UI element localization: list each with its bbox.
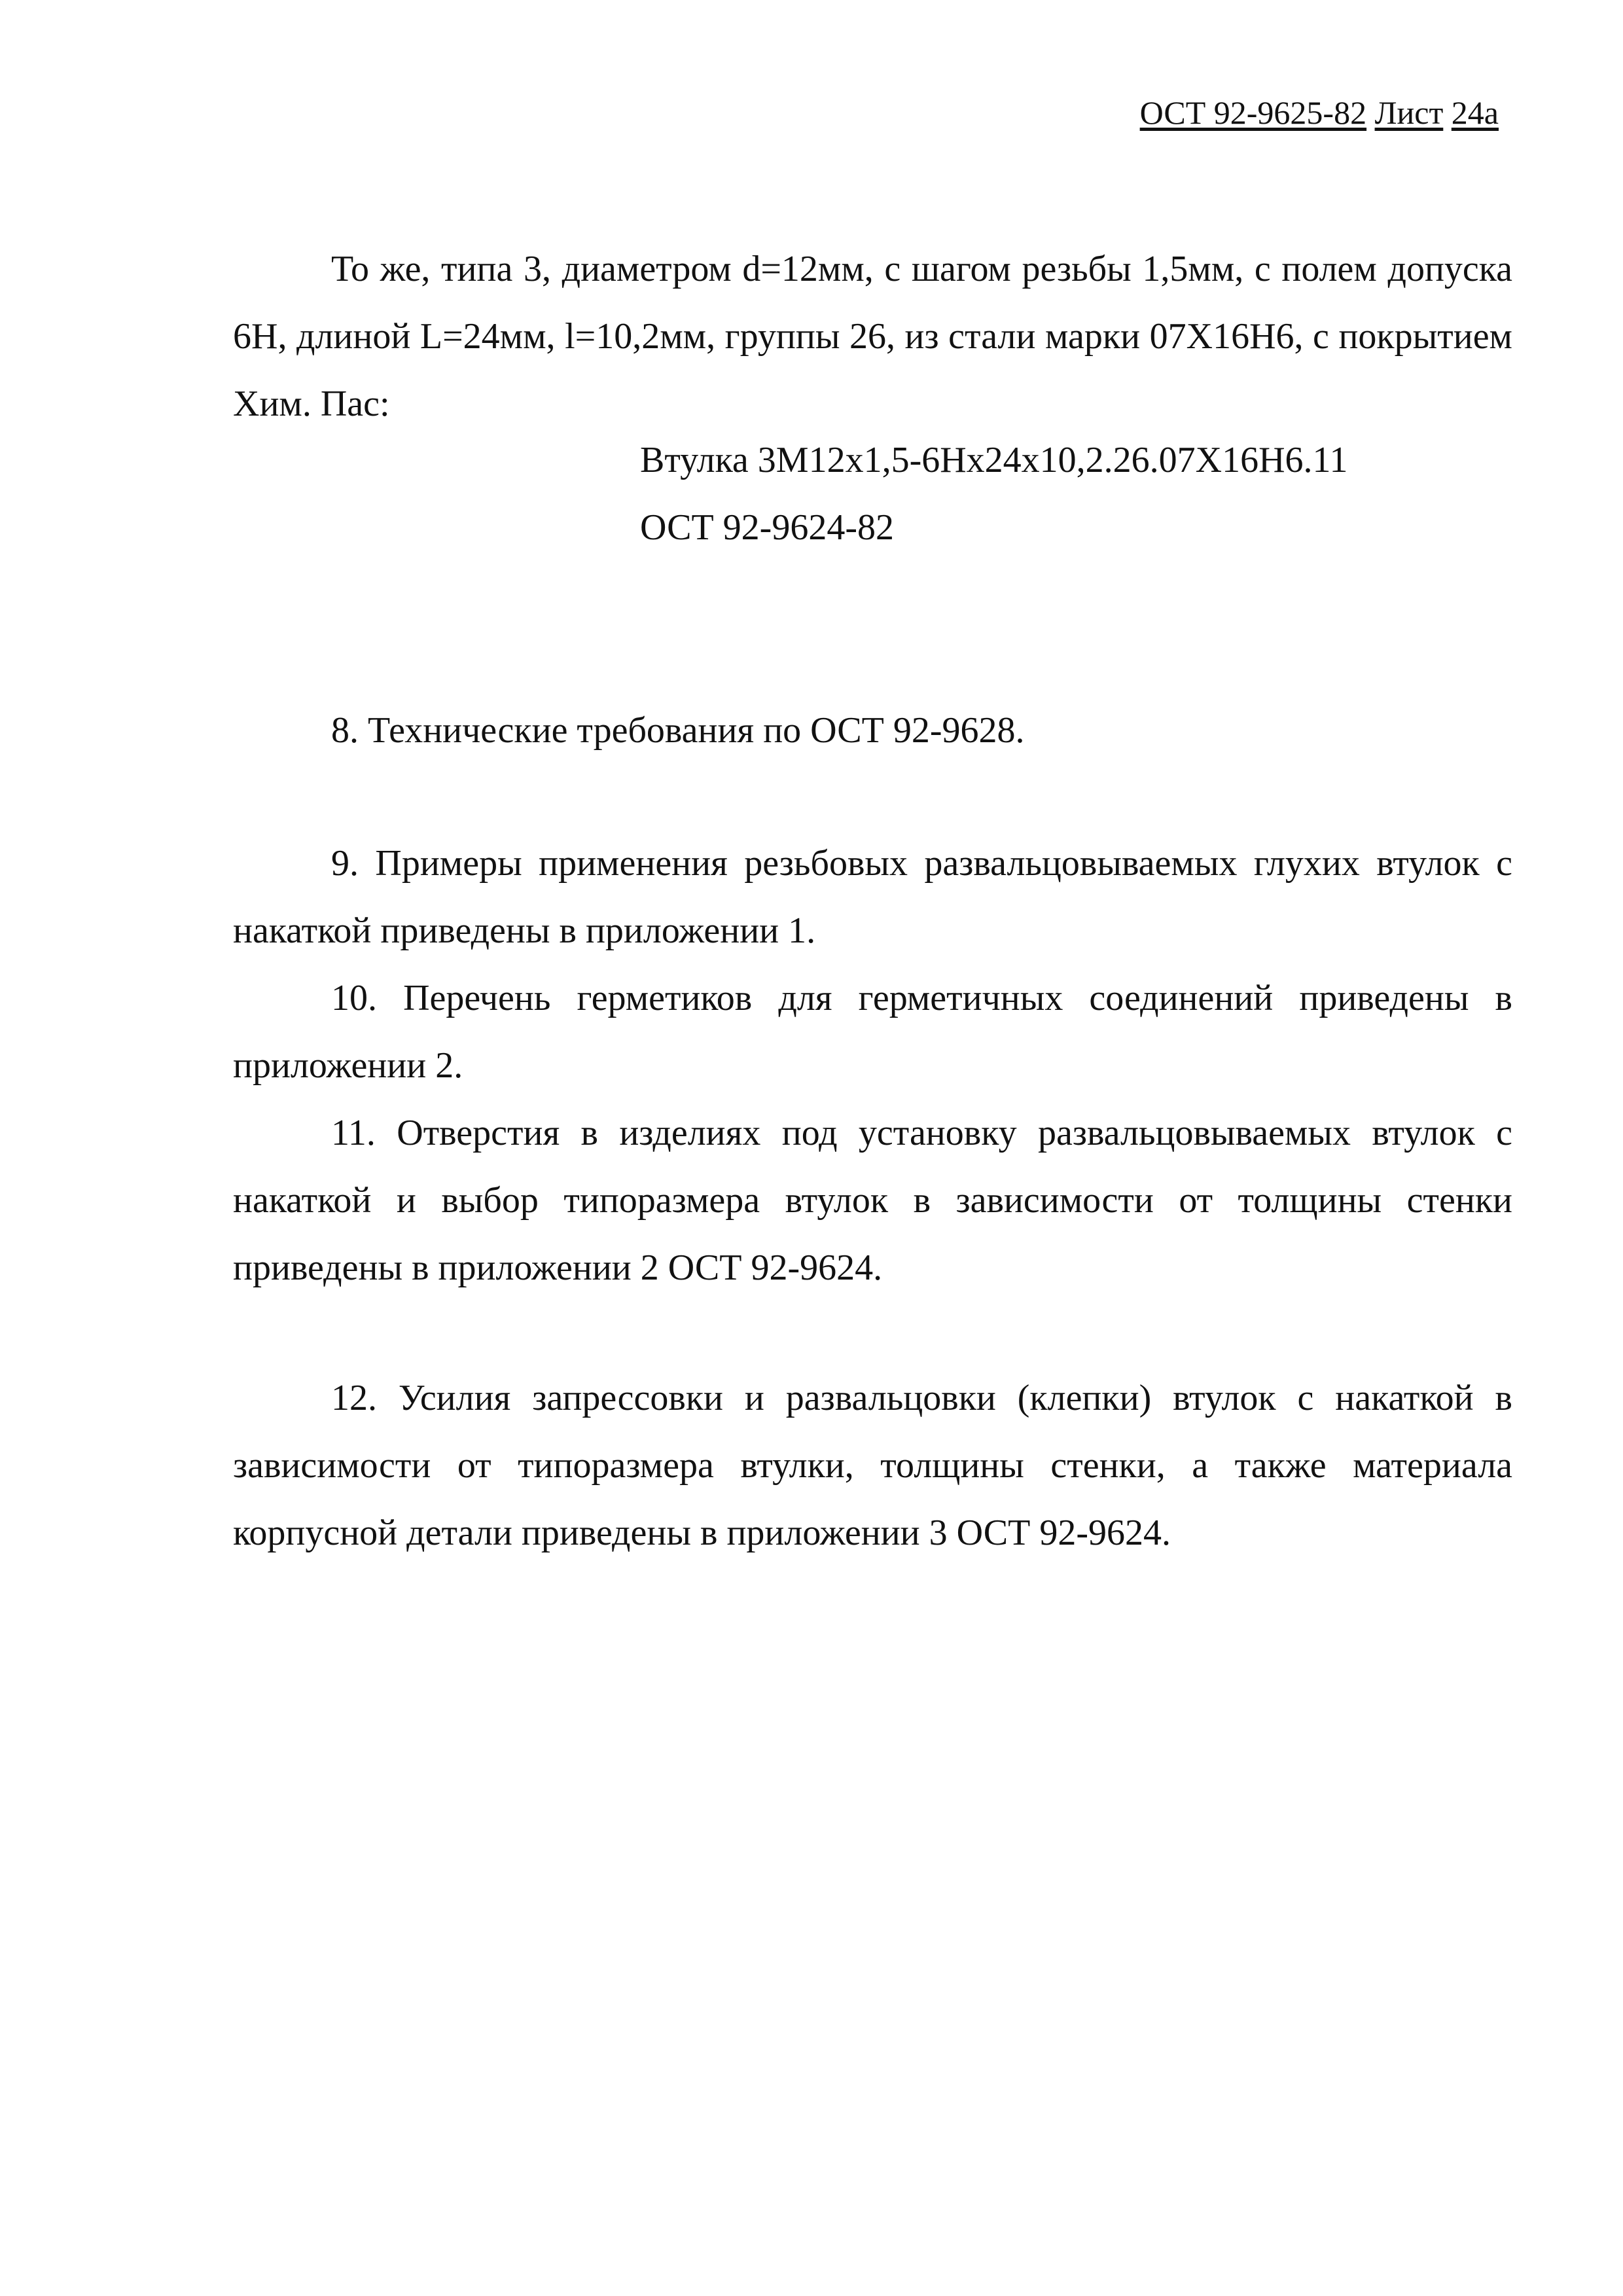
item-10: 10. Перечень герметиков для герметичных соединений приведены в приложении 2. [233,978,1512,1086]
designation-line-1: Втулка 3М12x1,5-6Нx24x10,2.26.07Х16Н6.11 [640,440,1348,480]
header-sheet-number: 24а [1451,94,1499,131]
item-8-block [233,697,1512,764]
item-12-block [233,1365,1512,1567]
page-header [1140,93,1499,132]
item-9: 9. Примеры применения резьбовых развальцовываемых глухих втулок с накаткой приведены в приложении 1. [233,843,1512,951]
header-sheet-label: Лист [1374,94,1444,131]
item-11: 11. Отверстия в изделиях под установку развальцовываемых втулок с накаткой и выбор типоразмера втулок в зависимости от толщины стенки приведены в приложении 2 ОСТ 92-9624. [233,1113,1512,1288]
item-8: 8. Технические требования по ОСТ 92-9628. [331,710,1025,751]
designation-line-2: ОСТ 92-9624-82 [640,507,894,548]
item-12: 12. Усилия запрессовки и развальцовки (клепки) втулок с накаткой в зависимости от типоразмера втулки, толщины стенки, а также материала корпусной детали приведены в приложении 3 ОСТ 92-9624. [233,1378,1512,1553]
header-standard: ОСТ 92-9625-82 [1139,94,1367,131]
items-9-11-block [233,830,1512,1302]
example-paragraph: То же, типа 3, диаметром d=12мм, с шагом резьбы 1,5мм, с полем допуска 6Н, длиной L=24мм, l=10,2мм, группы 26, из стали марки 07Х16Н6, с покрытием Хим. Пас: [233,249,1512,424]
example-block [233,236,1512,438]
